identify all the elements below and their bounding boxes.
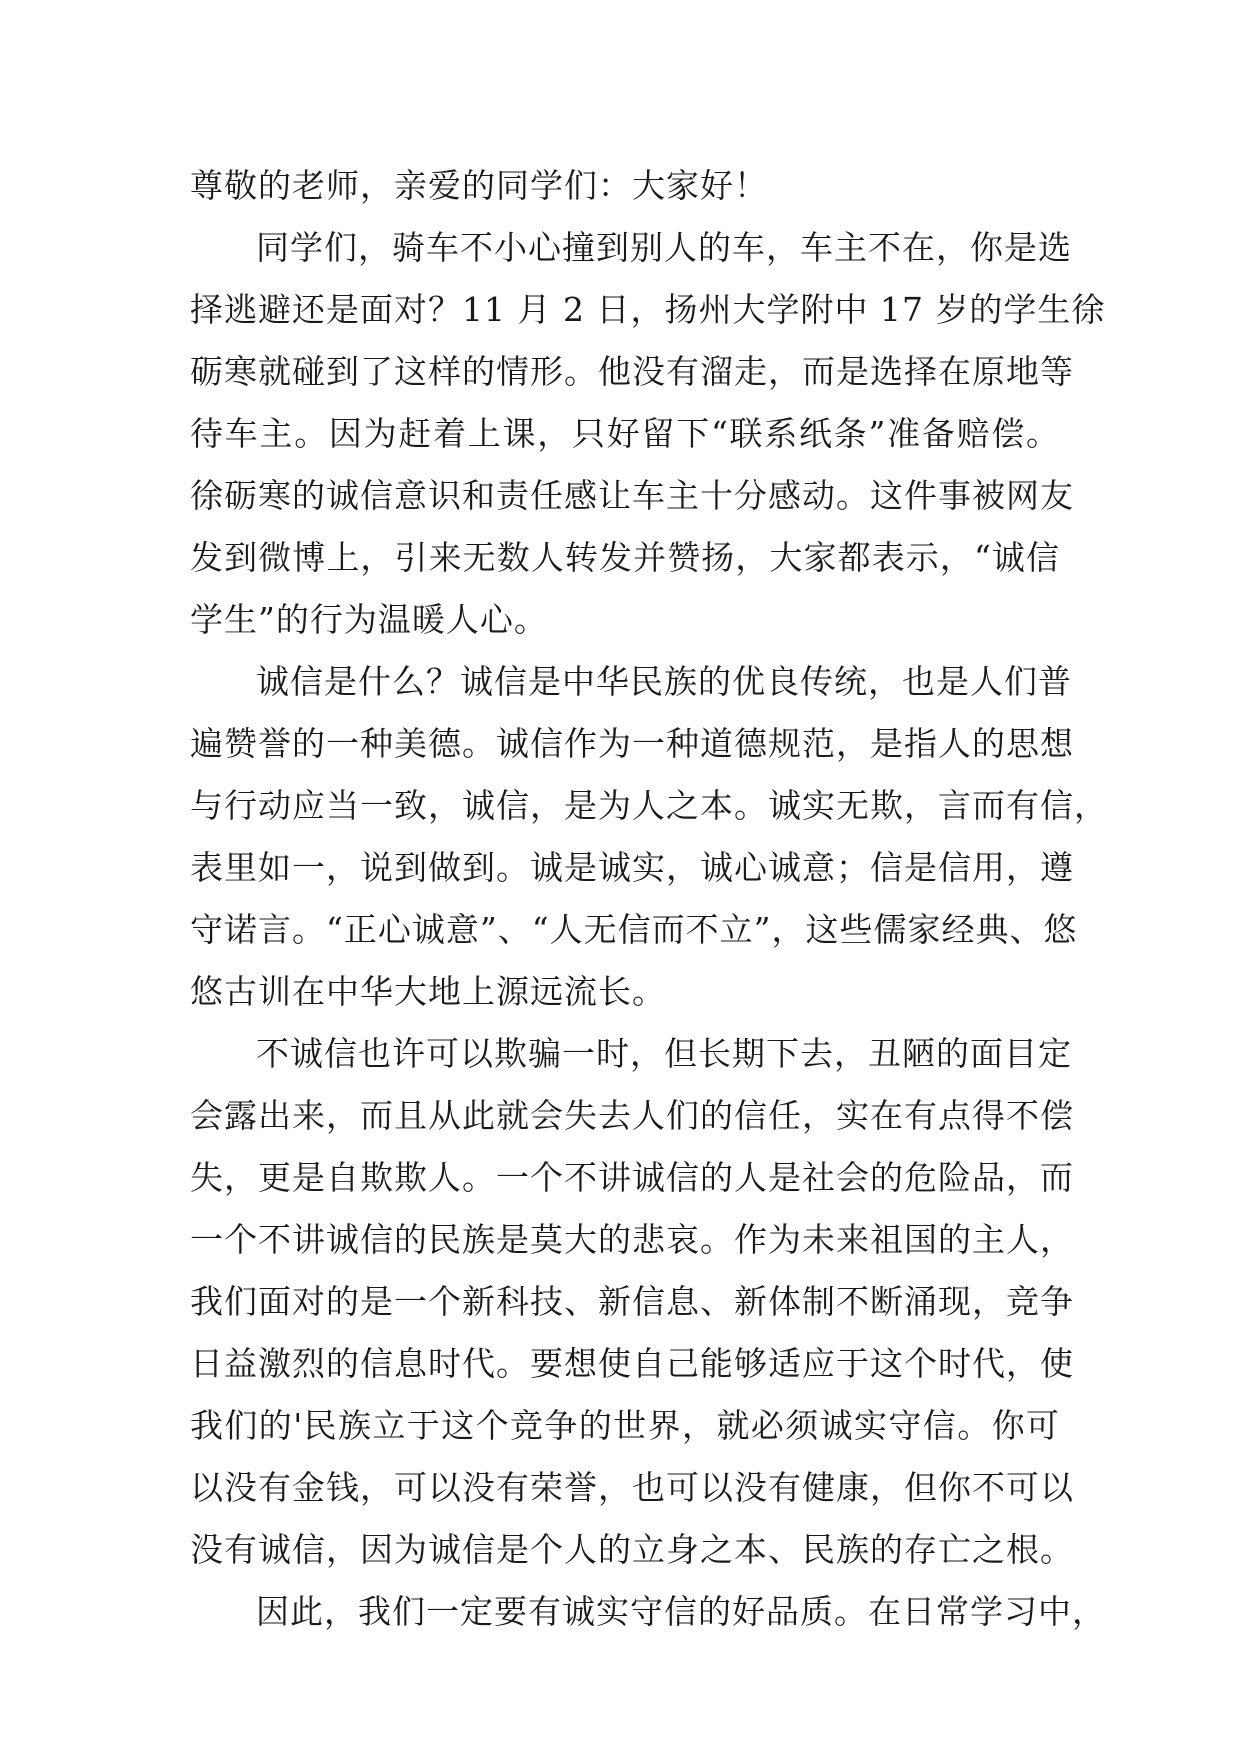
paragraph-line: 没有诚信，因为诚信是个人的立身之本、民族的存亡之根。: [190, 1530, 1074, 1569]
paragraph-line: 因此，我们一定要有诚实守信的好品质。在日常学习中，: [256, 1592, 1106, 1631]
paragraph-line: 发到微博上，引来无数人转发并赞扬，大家都表示，“诚信: [190, 538, 1060, 577]
paragraph-line: 学生”的行为温暖人心。: [190, 600, 548, 639]
paragraph-line: 同学们，骑车不小心撞到别人的车，车主不在，你是选: [256, 228, 1072, 267]
paragraph-line: 以没有金钱，可以没有荣誉，也可以没有健康，但你不可以: [190, 1468, 1074, 1507]
paragraph-line: 不诚信也许可以欺骗一时，但长期下去，丑陋的面目定: [256, 1034, 1072, 1073]
paragraph-line: 悠古训在中华大地上源远流长。: [190, 972, 666, 1011]
paragraph-line: 我们的'民族立于这个竞争的世界，就必须诚实守信。你可: [190, 1406, 1060, 1445]
paragraph-line: 一个不讲诚信的民族是莫大的悲哀。作为未来祖国的主人，: [190, 1220, 1074, 1259]
paragraph-line: 择逃避还是面对？11 月 2 日，扬州大学附中 17 岁的学生徐: [190, 290, 1106, 329]
salutation: 尊敬的老师，亲爱的同学们：大家好！: [190, 166, 768, 205]
paragraph-line: 与行动应当一致，诚信，是为人之本。诚实无欺，言而有信，: [190, 786, 1108, 825]
paragraph-line: 会露出来，而且从此就会失去人们的信任，实在有点得不偿: [190, 1096, 1074, 1135]
paragraph-line: 失，更是自欺欺人。一个不讲诚信的人是社会的危险品，而: [190, 1158, 1074, 1197]
paragraph-3: [190, 1023, 1074, 1581]
paragraph-2: [190, 651, 1108, 1023]
paragraph-line: 表里如一，说到做到。诚是诚实，诚心诚意；信是信用，遵: [190, 848, 1074, 887]
paragraph-line: 待车主。因为赶着上课，只好留下“联系纸条”准备赔偿。: [190, 414, 1060, 453]
paragraph-1: [190, 217, 1106, 651]
paragraph-line: 守诺言。“正心诚意”、“人无信而不立”，这些儒家经典、悠: [190, 910, 1078, 949]
paragraph-4: [190, 1581, 1106, 1643]
paragraph-line: 遍赞誉的一种美德。诚信作为一种道德规范，是指人的思想: [190, 724, 1074, 763]
paragraph-line: 我们面对的是一个新科技、新信息、新体制不断涌现，竞争: [190, 1282, 1074, 1321]
paragraph-line: 徐砺寒的诚信意识和责任感让车主十分感动。这件事被网友: [190, 476, 1074, 515]
paragraph-line: 日益激烈的信息时代。要想使自己能够适应于这个时代，使: [190, 1344, 1074, 1383]
paragraph-line: 诚信是什么？诚信是中华民族的优良传统，也是人们普: [256, 662, 1072, 701]
paragraph-line: 砺寒就碰到了这样的情形。他没有溜走，而是选择在原地等: [190, 352, 1074, 391]
document-body: [190, 155, 1108, 1643]
